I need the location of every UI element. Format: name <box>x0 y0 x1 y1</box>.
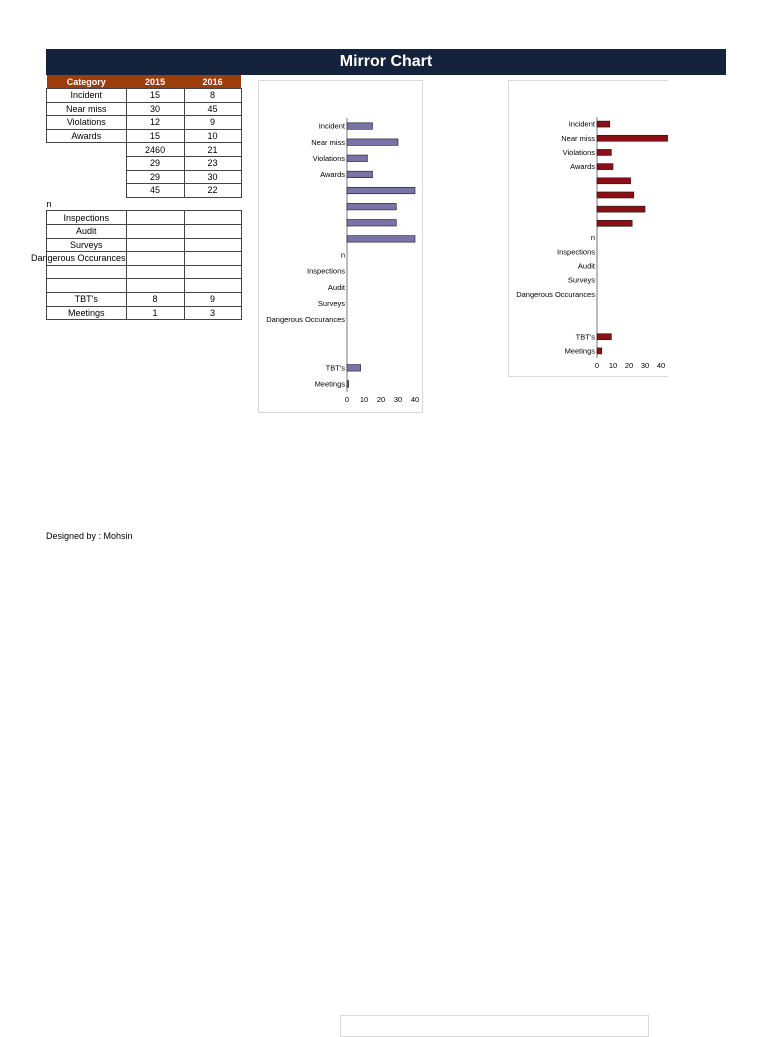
category-label: Near miss <box>311 137 345 147</box>
bar <box>347 155 367 162</box>
cell-2016: 21 <box>184 143 241 157</box>
table-row <box>47 238 242 252</box>
bar <box>597 220 632 226</box>
table-row <box>47 265 242 279</box>
table-row <box>47 143 242 157</box>
tick-label: 20 <box>624 361 634 370</box>
cell-category <box>47 156 127 170</box>
table-row <box>47 170 242 184</box>
bar <box>347 236 415 243</box>
cell-category: Inspections <box>47 211 127 225</box>
category-label: Audit <box>327 282 345 292</box>
bar <box>347 203 396 210</box>
cell-2015 <box>126 224 184 238</box>
cell-2015: 12 <box>126 116 184 130</box>
category-label: Incident <box>318 121 345 131</box>
cell-2015: 30 <box>126 102 184 116</box>
tick-label: 0 <box>344 395 350 404</box>
cell-2016: 23 <box>184 156 241 170</box>
category-label: n <box>590 233 595 243</box>
bar <box>597 192 634 198</box>
category-label: Awards <box>320 170 345 180</box>
cell-category: Dangerous Occurances <box>31 253 126 264</box>
category-label: Inspections <box>307 266 345 276</box>
cell-2015: 45 <box>126 184 184 198</box>
category-label: TBT's <box>575 332 595 342</box>
table-row <box>47 292 242 306</box>
tick-label: 40 <box>656 361 666 370</box>
bar <box>597 135 668 141</box>
cell-2015: 8 <box>126 292 184 306</box>
cell-2016 <box>184 279 241 293</box>
bar <box>347 220 396 227</box>
cell-2016 <box>184 197 241 211</box>
cell-2015: 29 <box>126 170 184 184</box>
cell-2016: 3 <box>184 306 241 320</box>
chart-2016 <box>508 80 668 377</box>
cell-2016: 10 <box>184 129 241 143</box>
table-row <box>47 156 242 170</box>
cell-category: Audit <box>47 224 127 238</box>
cell-2016 <box>184 211 241 225</box>
tick-label: 20 <box>376 395 386 404</box>
table-row <box>47 197 242 211</box>
cell-category: n <box>46 198 52 209</box>
category-label: Meetings <box>314 379 345 389</box>
cell-2016: 9 <box>184 116 241 130</box>
tick-label: 30 <box>393 395 403 404</box>
table-header-row <box>47 75 242 89</box>
cell-2016 <box>184 224 241 238</box>
bar <box>597 206 645 212</box>
header-category: Category <box>47 75 127 89</box>
tick-label: 0 <box>594 361 600 370</box>
chart-2015 <box>258 80 423 413</box>
bar <box>347 123 373 130</box>
bar <box>347 381 349 388</box>
category-label: Surveys <box>317 298 345 308</box>
category-label: n <box>340 250 345 260</box>
cell-category <box>47 184 127 198</box>
cell-2015 <box>126 211 184 225</box>
cell-2016: 9 <box>184 292 241 306</box>
bar <box>597 348 602 354</box>
cell-2016: 45 <box>184 102 241 116</box>
category-label: Dangerous Occurances <box>516 289 595 299</box>
cell-2015: 2460 <box>126 143 184 157</box>
cell-category: Incident <box>47 89 127 103</box>
bar <box>597 149 611 155</box>
cell-2016 <box>184 238 241 252</box>
cell-category: Near miss <box>47 102 127 116</box>
cell-2016 <box>184 252 241 266</box>
credit-text: Designed by : Mohsin <box>46 531 133 541</box>
cell-category <box>47 265 127 279</box>
cell-2015 <box>126 265 184 279</box>
bar <box>597 178 631 184</box>
bar <box>347 171 373 178</box>
cell-category: Surveys <box>47 238 127 252</box>
cell-2016 <box>184 265 241 279</box>
category-label: Violations <box>562 148 595 158</box>
tick-label: 10 <box>359 395 369 404</box>
cell-category: Awards <box>47 129 127 143</box>
table-row <box>47 306 242 320</box>
cell-category <box>47 143 127 157</box>
cell-2016: 8 <box>184 89 241 103</box>
cell-2015 <box>126 238 184 252</box>
bar <box>597 121 610 127</box>
table-row <box>47 211 242 225</box>
table-row <box>47 252 242 266</box>
bar <box>597 164 613 170</box>
cell-category: TBT's <box>47 292 127 306</box>
bar <box>347 139 398 146</box>
cell-2015: 15 <box>126 129 184 143</box>
category-label: Violations <box>312 153 345 163</box>
table-row <box>47 224 242 238</box>
cell-2015: 1 <box>126 306 184 320</box>
category-label: Audit <box>577 261 595 271</box>
cell-2015 <box>126 252 184 266</box>
category-label: TBT's <box>325 363 345 373</box>
cell-2015: 29 <box>126 156 184 170</box>
cell-category: Violations <box>47 116 127 130</box>
category-label: Awards <box>570 162 595 172</box>
page-title: Mirror Chart <box>46 49 726 75</box>
cell-2016: 22 <box>184 184 241 198</box>
category-label: Incident <box>568 119 595 129</box>
table-row <box>47 116 242 130</box>
tick-label: 10 <box>608 361 618 370</box>
table-row <box>47 184 242 198</box>
chart-2016-svg <box>509 81 668 376</box>
category-label: Near miss <box>561 133 595 143</box>
table-row <box>47 129 242 143</box>
category-label: Surveys <box>567 275 595 285</box>
bar <box>347 187 415 194</box>
category-label: Meetings <box>564 346 595 356</box>
tick-label: 40 <box>410 395 420 404</box>
cell-category <box>47 279 127 293</box>
category-label: Inspections <box>557 247 595 257</box>
table-row <box>47 89 242 103</box>
cell-2016: 30 <box>184 170 241 184</box>
cell-2015 <box>126 279 184 293</box>
cell-2015: 15 <box>126 89 184 103</box>
cell-2015 <box>126 197 184 211</box>
table-row <box>47 102 242 116</box>
cell-category <box>47 170 127 184</box>
header-2015: 2015 <box>126 75 184 89</box>
table-row <box>47 279 242 293</box>
bottom-chart-frame <box>340 1015 649 1037</box>
tick-label: 30 <box>640 361 650 370</box>
bar <box>347 365 361 372</box>
header-2016: 2016 <box>184 75 241 89</box>
data-table <box>31 75 242 320</box>
chart-2015-svg <box>259 81 422 412</box>
category-label: Dangerous Occurances <box>266 315 345 325</box>
cell-category: Meetings <box>47 306 127 320</box>
bar <box>597 334 611 340</box>
